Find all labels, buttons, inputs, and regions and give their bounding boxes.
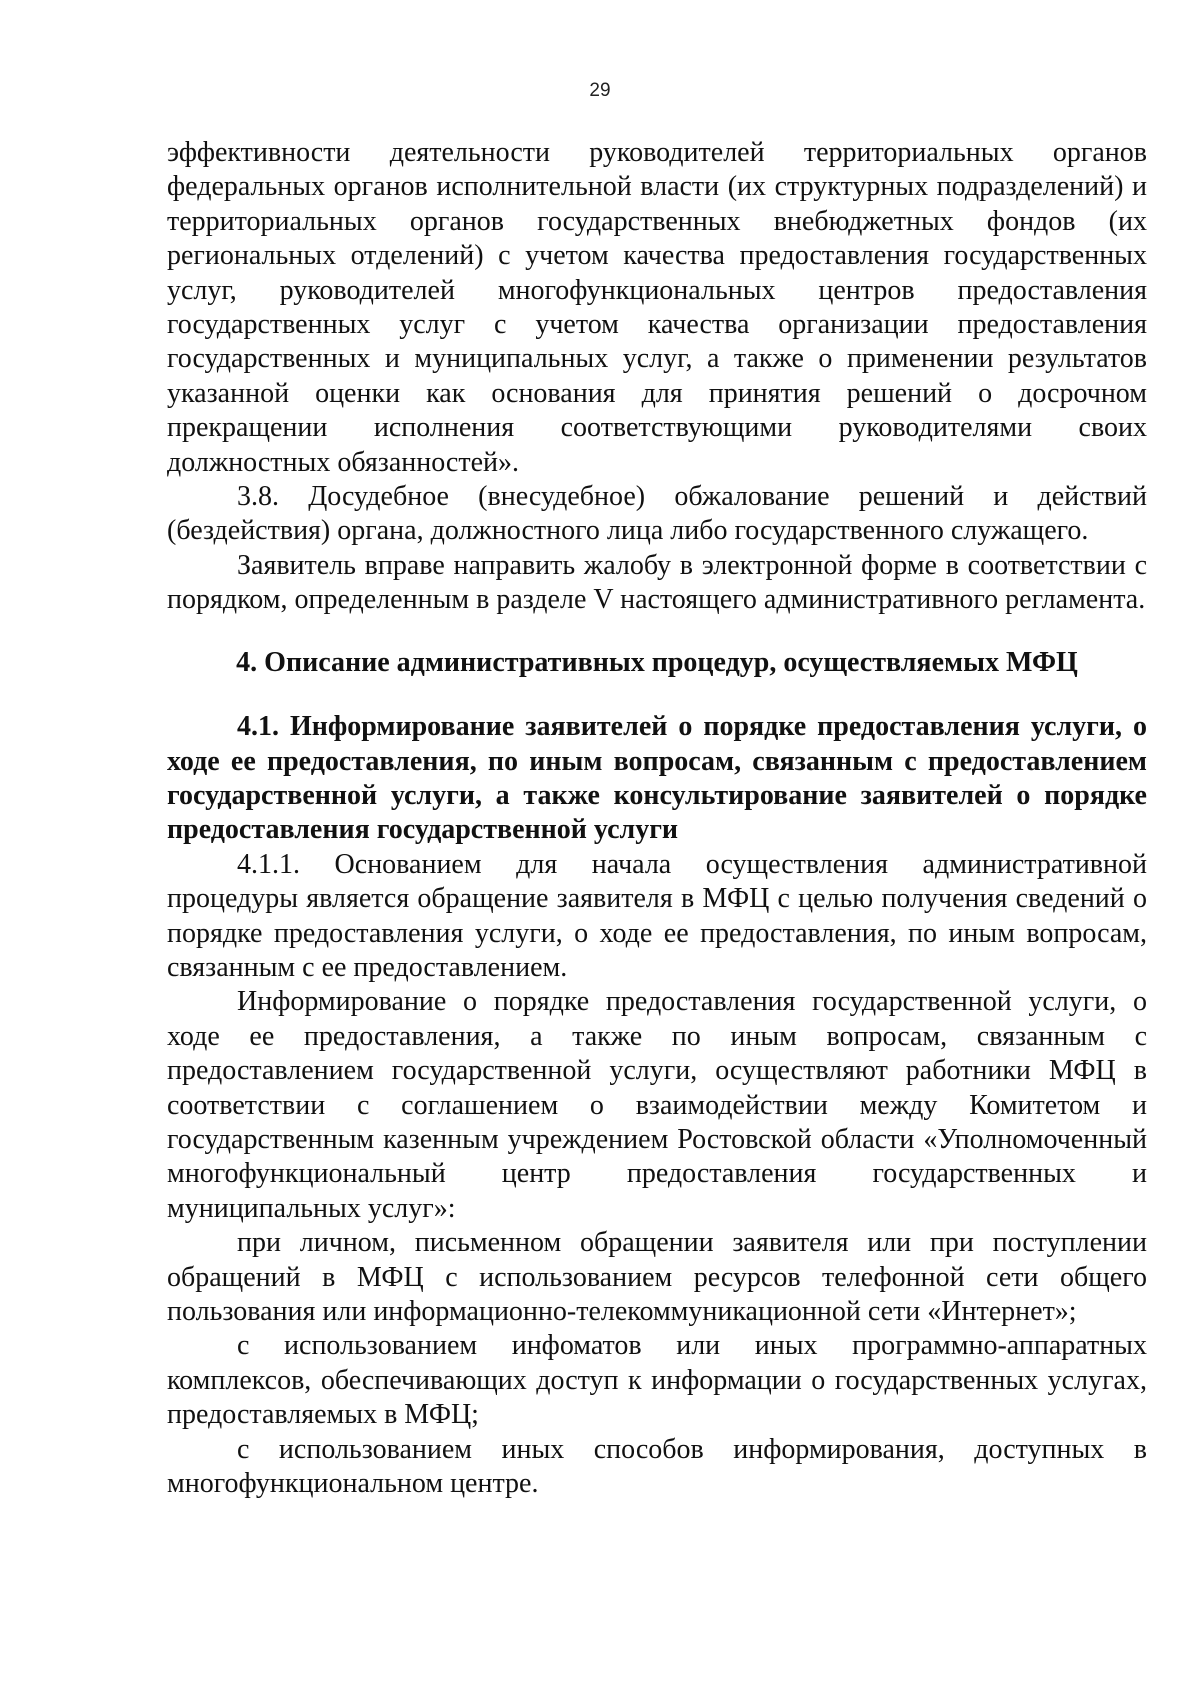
page-number: 29 [589,80,611,101]
section-heading: 4. Описание административных процедур, осуществляемых МФЦ [236,646,1078,678]
paragraph-informing: Информирование о порядке предоставления государственной услуги, о ходе ее предоставления, а также по иным вопросам, связанным с предоставлением государственной услуги, осуществляют работники МФЦ в соответствии с соглашением о взаимодействии между Комитетом и государственным казенным учреждением Ростовской области «Уполномоченный многофункциональный центр предоставления государственных и муниципальных услуг»: [167,986,1147,1224]
list-item-personal-appeal: при личном, письменном обращении заявителя или при поступлении обращений в МФЦ с использованием ресурсов телефонной сети общего пользования или информационно-телекоммуникационной сети «Интернет»; [167,1227,1147,1327]
paragraph-4-1-1: 4.1.1. Основанием для начала осуществления административной процедуры является обращение заявителя в МФЦ с целью получения сведений о порядке предоставления услуги, о ходе ее предоставления, по иным вопросам, связанным с ее предоставлением. [167,848,1147,983]
subsection-heading: 4.1. Информирование заявителей о порядке предоставления услуги, о ходе ее предоставления, по иным вопросам, связанным с предоставлением государственной услуги, а также консультирование заявителей о порядке предоставления государственной услуги [167,711,1147,846]
paragraph-3-8: 3.8. Досудебное (внесудебное) обжалование решений и действий (бездействия) органа, должностного лица либо государственного служащего. [167,481,1147,547]
paragraph-continuation: эффективности деятельности руководителей территориальных органов федеральных органов исполнительной власти (их структурных подразделений) и территориальных органов государственных внебюджетных фондов (их региональных отделений) с учетом качества предоставления государственных услуг, руководителей многофункциональных центров предоставления государственных услуг с учетом качества организации предоставления государственных и муниципальных услуг, а также о применении результатов указанной оценки как основания для принятия решений о досрочном прекращении исполнения соответствующими руководителями своих должностных обязанностей». [167,137,1147,478]
paragraph-complaint: Заявитель вправе направить жалобу в электронной форме в соответствии с порядком, определенным в разделе V настоящего административного регламента. [167,549,1147,616]
list-item-other-methods: с использованием иных способов информирования, доступных в многофункциональном центре. [167,1433,1147,1500]
document-body [167,136,1147,1501]
list-item-infomats: с использованием инфоматов или иных программно-аппаратных комплексов, обеспечивающих доступ к информации о государственных услугах, предоставляемых в МФЦ; [167,1330,1147,1431]
